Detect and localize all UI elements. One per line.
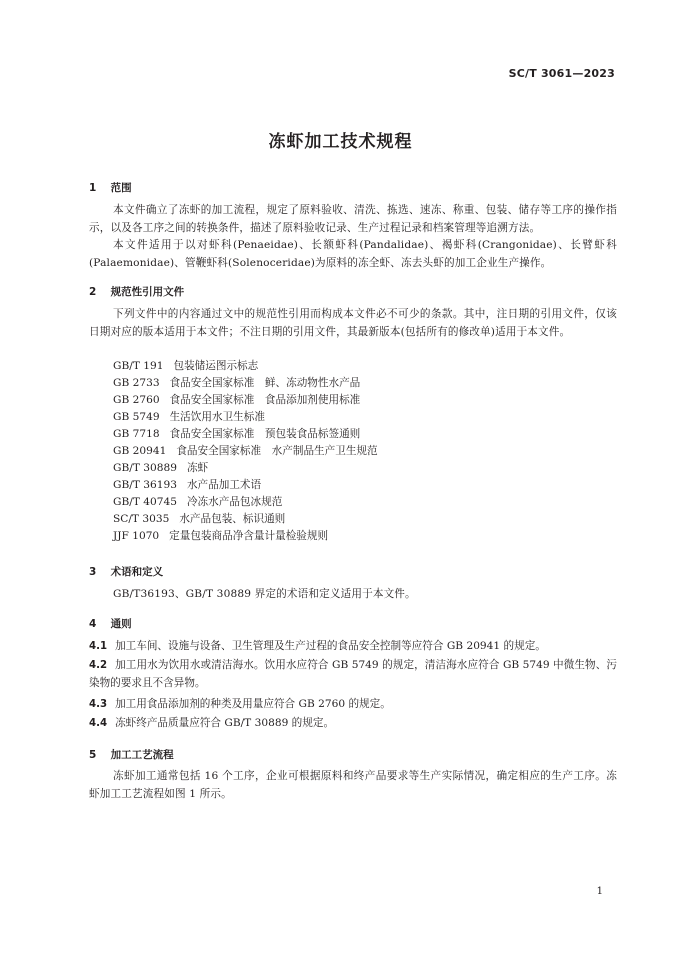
page-number: 1 [596, 886, 603, 897]
section-title: 术语和定义 [110, 566, 164, 578]
section-number: 2 [89, 286, 97, 298]
clause-number: 4.3 [89, 699, 108, 710]
document-title: 冻虾加工技术规程 [268, 132, 413, 152]
reference-item [113, 528, 328, 545]
reference-title: 食品安全国家标准 鲜、冻动物性水产品 [169, 377, 361, 389]
clause-text: 加工车间、设施与设备、卫生管理及生产过程的食品安全控制等应符合 GB 20941 的规定。 [115, 640, 546, 652]
reference-code: GB/T 36193 [113, 479, 177, 491]
reference-item [113, 358, 258, 375]
section-5-heading [89, 747, 174, 762]
clause-number: 4.4 [89, 718, 108, 729]
section-3-heading [89, 564, 163, 579]
reference-code: GB 20941 [113, 445, 167, 457]
reference-item [113, 409, 265, 426]
reference-item [113, 426, 360, 443]
reference-title: 生活饮用水卫生标准 [169, 411, 265, 423]
reference-item [113, 460, 208, 477]
section-4-heading [89, 616, 132, 631]
section-title: 加工工艺流程 [110, 749, 174, 761]
reference-item [113, 392, 360, 409]
section-2-intro: 下列文件中的内容通过文中的规范性引用而构成本文件必不可少的条款。其中，注日期的引用文件，仅该日期对应的版本适用于本文件；不注日期的引用文件，其最新版本(包括所有的修改单)适用于本文件。 [89, 308, 617, 338]
reference-title: 水产品加工术语 [186, 479, 262, 491]
reference-code: GB 2733 [113, 377, 160, 389]
reference-code: SC/T 3035 [113, 513, 170, 525]
clause-4-4 [89, 715, 617, 733]
reference-title: 定量包装商品净含量计量检验规则 [169, 530, 329, 542]
section-1-paragraph-2: 本文件适用于以对虾科(Penaeidae)、长额虾科(Pandalidae)、褐虾科(Crangonidae)、长臂虾科(Palaemonidae)、管鞭虾科(Solenoceridae)为原料的冻全虾、冻去头虾的加工企业生产操作。 [89, 239, 617, 269]
section-1-paragraph-1: 本文件确立了冻虾的加工流程，规定了原料验收、清洗、拣选、速冻、称重、包装、储存等工序的操作指示，以及各工序之间的转换条件，描述了原料验收记录、生产过程记录和档案管理等追溯方法。 [89, 204, 617, 234]
reference-code: GB 7718 [113, 428, 160, 440]
clause-text: 加工用食品添加剂的种类及用量应符合 GB 2760 的规定。 [115, 698, 391, 710]
reference-code: GB 2760 [113, 394, 160, 406]
reference-title: 食品安全国家标准 预包装食品标签通则 [169, 428, 361, 440]
section-title: 规范性引用文件 [110, 286, 185, 298]
section-title: 范围 [110, 182, 132, 194]
standard-code: SC/T 3061—2023 [508, 67, 615, 80]
reference-item [113, 375, 360, 392]
reference-item [113, 477, 261, 494]
clause-4-3 [89, 696, 617, 714]
section-number: 3 [89, 566, 97, 578]
reference-code: GB/T 30889 [113, 462, 177, 474]
reference-item [113, 494, 282, 511]
section-number: 1 [89, 182, 97, 194]
reference-title: 水产品包装、标识通则 [179, 513, 286, 525]
section-3-paragraph: GB/T36193、GB/T 30889 界定的术语和定义适用于本文件。 [113, 588, 416, 600]
reference-code: GB 5749 [113, 411, 160, 423]
reference-title: 冷冻水产品包冰规范 [186, 496, 283, 508]
section-number: 4 [89, 618, 97, 630]
reference-code: GB/T 191 [113, 360, 164, 372]
reference-code: GB/T 40745 [113, 496, 177, 508]
reference-title: 包装储运图示标志 [173, 360, 259, 372]
clause-number: 4.2 [89, 660, 108, 671]
clause-4-2 [89, 657, 617, 692]
reference-code: JJF 1070 [113, 530, 160, 542]
section-title: 通则 [110, 618, 132, 630]
reference-title: 食品安全国家标准 水产制品生产卫生规范 [176, 445, 378, 457]
clause-4-1 [89, 638, 617, 656]
reference-item [113, 511, 285, 528]
clause-text: 冻虾终产品质量应符合 GB/T 30889 的规定。 [115, 717, 335, 729]
section-5-paragraph: 冻虾加工通常包括 16 个工序，企业可根据原料和终产品要求等生产实际情况，确定相应的生产工序。冻虾加工工艺流程如图 1 所示。 [89, 770, 617, 800]
clause-text: 加工用水为饮用水或清洁海水。饮用水应符合 GB 5749 的规定，清洁海水应符合 GB 5749 中微生物、污染物的要求且不含异物。 [89, 659, 617, 689]
section-1-heading [89, 180, 132, 195]
reference-item [113, 443, 378, 460]
section-number: 5 [89, 749, 97, 761]
reference-title: 食品安全国家标准 食品添加剂使用标准 [169, 394, 361, 406]
clause-number: 4.1 [89, 641, 108, 652]
reference-title: 冻虾 [186, 462, 209, 474]
section-2-heading [89, 284, 184, 299]
